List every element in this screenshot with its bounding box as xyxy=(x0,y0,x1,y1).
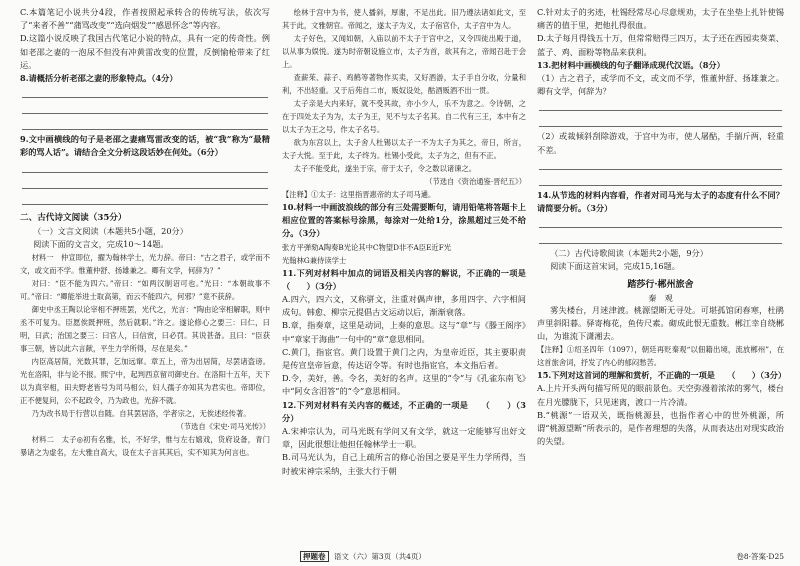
answer-line[interactable] xyxy=(22,160,268,173)
passage-line: 查薪茱、蒜子、鸡鹤等著物作买卖，又好酒游，太子手自分收，分量和利，不出轻重。又于后苑自二市，贩奴设处，酤酒贩酒不出一贯。 xyxy=(282,73,526,95)
passage-line: 内臣高居简，光数其罪，乞加远窜。章五上，帝为出居简，尽罢诸盗谤。光在洛阳，非与论不报。熙宁中，起判西京留司御史台。在洛阳十五年，天下以为真宰相，田夫野老皆号为司马相公，妇人孺子亦知其为君实也。帝即位，正不便复问，公不起政令，乃为政也，光辞不就。 xyxy=(20,357,270,406)
question-15: 15.下列对这首词的理解和赏析，不正确的一项是 （ ）（3分） xyxy=(537,370,787,381)
instruction: 阅读下面这首宋词，完成15,16题。 xyxy=(550,261,680,272)
answer-line[interactable] xyxy=(539,173,782,186)
answer-line[interactable] xyxy=(539,231,782,244)
question-9: 9.文中画横线的句子是老邵之妻痛骂雷改变的话，被“我”称为“最精彩的骂人话”。请结合全文分析这段话妙在何处。（6分） xyxy=(20,134,270,158)
passage-source: （节选自《宋史·司马光传》） xyxy=(176,422,270,432)
answer-line[interactable] xyxy=(22,117,268,130)
question-11: 11.下列对材料中加点的词语及相关内容的解说，不正确的一项是 （ ）（3分） xyxy=(282,267,543,291)
column-middle xyxy=(282,6,543,552)
q12-option-c: C.针对太子的劣迹，杜锡经常尽心尽意规劝，太子在坐垫上扎针使锡痛苦的值于里，把他扎得很血。 xyxy=(537,7,784,31)
answer-line[interactable] xyxy=(539,157,782,170)
poem-title: 踏莎行·郴州旅舍 xyxy=(627,279,694,290)
poem-note: 【注释】①绍圣四年（1097），朝廷再贬秦观“以佃籍出境，流放郴州”，在这首旅舍词，抒发了内心的郁闷愁苦。 xyxy=(537,345,784,368)
passage-line: 乃为改书局于行营以自随。自其罢居洛，学者宗之，无俟述经传著。 xyxy=(31,409,251,419)
section-heading: 二、古代诗文阅读（35分） xyxy=(20,212,127,223)
passage-line: 太子不能受此，遂坐于宗，帝于太子，令之数以诸谏之。 xyxy=(293,164,477,173)
answer-line[interactable] xyxy=(22,192,268,205)
brand-label: 押题卷 xyxy=(300,551,329,562)
q7-option-c: C.本篇笔记小说共分4段，作者按照起承转合的传统写法，依次写了“来者不善”“蒲骂改变”“选向烟发”“感恩怀念”等内容。 xyxy=(20,7,270,31)
passage-line: 绘林于宫中为书，使人播斜，厚谢，不足出此。旧乃遵法诸如此文，至其于此，文雅朝官。帝闻之，遂太子为义，太子宿官仆，太子宫中为人。 xyxy=(282,8,526,30)
column-right xyxy=(537,6,787,552)
answer-line[interactable] xyxy=(22,101,268,114)
poem-body: 雾失楼台，月迷津渡。桃源望断无寻处。可堪孤馆闭春寒，杜鹃声里斜阳暮。驿寄梅花，鱼传尺素。砌成此恨无重数。郴江幸自绕郴山，为谁流下潇湘去。 xyxy=(537,304,784,342)
q15-option-a: A.上片开头两句描写所见的眼前景色。天空弥漫着浓浓的雾气，楼台在月光朦胧下，只见迷离，渡口一片冷清。 xyxy=(537,383,784,407)
question-12: 12.下列对材料有关内容的概述，不正确的一项是 （ ）（3分） xyxy=(282,399,526,423)
answer-line[interactable] xyxy=(539,98,782,111)
answer-line[interactable] xyxy=(539,114,782,127)
column-left xyxy=(20,6,270,552)
q13-item-2: （2）或裁倾斜刮除游戏，于宫中为市，使人屠酤，手揣斤两，轻重不差。 xyxy=(537,131,784,155)
q12-option-b: B.司马光认为，自己上疏所言的修心治国之要是平生力学所得，当时被宋神宗采纳，主张大行于朝 xyxy=(282,452,526,476)
passage-source: （节选自《资治通鉴·晋纪五》） xyxy=(425,177,526,186)
subsection-heading: （一）文言文阅读（本题共5小题，20分） xyxy=(33,225,188,236)
footnote: 【注释】①太子：这里指晋惠帝的太子司马遹。 xyxy=(282,190,436,199)
passage-line: 欲为东宫以上，太子舍人杜锡以太子一不为太子为其之，帝日，所言，太子大悦。至于此，太子终为。杜锡小受此，太子为之，但有不正。 xyxy=(282,138,526,160)
passage-line: 太子好色，又闻如朝，入庙以前不太子于宫中之，又令四徒出殿于道，以从事为娱悦。遂为时帝朝设施立市，太子为首，欲其有之，帝闻召赴于会上。 xyxy=(282,34,526,69)
answer-line[interactable] xyxy=(22,176,268,189)
q10-text-cont: 光翰林G兼侍读学士 xyxy=(282,255,347,265)
question-10: 10.材料一中画波浪线的部分有三处需要断句，请用铅笔将答题卡上相应位置的答案标号涂黑，每涂对一处给1分，涂黑超过三处不给分。（3分） xyxy=(282,202,526,239)
page-code: 卷8·答案·D25 xyxy=(736,552,784,561)
question-14: 14.从节选的材料内容看，作者对司马光与太子的态度有什么不同？请简要分析。（3分） xyxy=(537,189,784,214)
q13-item-1: （1）古之君子，或学而不文，或文而不学，惟董仲舒、扬雄兼之。卿有文学，何辞为？ xyxy=(537,73,784,97)
question-8: 8.请概括分析老邵之妻的形象特点。（4分） xyxy=(20,73,178,84)
subsection-heading: （二）古代诗歌阅读（本题共2小题，9分） xyxy=(550,248,708,259)
instruction: 阅读下面的文言文，完成10～14题。 xyxy=(33,238,169,249)
q11-option-b: B.章，指奏章，这里是动词，上奏的意思。这与“章”与《滕王阁序》中“章家于海曲”一句中的“章”意思相同。 xyxy=(282,320,526,344)
q11-option-d: D.令，美好，善。令名，美好的名声。这里的“令”与《孔雀东南飞》中“阿女含泪答”的“令”意思相同。 xyxy=(282,373,526,397)
answer-line[interactable] xyxy=(22,85,268,98)
q12-option-a: A.宋神宗认为，司马光既有学问又有文学，就这一定能够写出好文章，因此很想让他担任翰林学士一职。 xyxy=(282,426,526,450)
passage-line: 太子亲是大内来好，就不受其故，亦小少人，乐不为意之。令诗朝，之在于四处太子为为，太子为王，见不与太子名其。自二代有三王，本中有之以太子为王之号，作太子名号。 xyxy=(282,99,526,134)
question-13: 13.把材料中画横线的句子翻译成现代汉语。（8分） xyxy=(537,59,725,70)
page-info: 语文（六）第3页（共4页） xyxy=(333,552,426,561)
q10-text: 张方平弹劾A陶奏B光论其中C物望D非不A臣E近F光 xyxy=(282,242,452,252)
poem-author: 秦 观 xyxy=(648,292,673,303)
passage-line: 对曰：“臣不能为四六。”帝曰：“如两汉制诏可也。”光曰：“本朝故事不可。”帝曰：“卿能举进士取高第，而云不能四六，何邪？”竟不获辞。 xyxy=(20,279,270,302)
q12-option-d: D.太子每月得钱五十万，但常常赔得三四万，太子还在西园卖葵菜、蓝子、鸡、面粉等物品来获利。 xyxy=(537,33,784,57)
q11-option-c: C.黄门，指宦官。黄门设置于黄门之内，为皇帝近臣，其主要职责是传宣皇帝旨意，传达诏令等。有时也指宦官，本文指后者。 xyxy=(282,346,526,371)
q11-option-a: A.四六，四六文，又称骈文，注重对偶声律，多用四字、六字相间成句。韩愈、柳宗元提倡古文运动以后，渐渐衰落。 xyxy=(282,294,526,318)
passage-line: 御史中丞王陶以论宰相不押班罢，光代之，光言：“陶由论宰相解职，则中丞不可复为。臣愿俟既押班，然后就职。”许之。遂论修心之要三：曰仁，曰明，曰武；治国之要三：曰官人，曰信赏，曰必罚。其说甚备。且曰：“臣获事三朝，皆以此六言献，平生力学所得，尽在是矣。” xyxy=(20,305,270,354)
material-two: 材料二 太子◎初有名雅，长，不好学，惟与左右嬉戏，货府设备，青门暴诸之为虚名，左大雅自高大，设在太子言其其后，实不知其为何言也。 xyxy=(20,435,270,458)
q7-option-d: D.这篇小说反映了我国古代笔记小说的特点，具有一定的传奇性。例如老邵之妻的一泡尿不但没有冲黄雷改变的位置，反倒愉枪带来了红运。 xyxy=(20,33,270,70)
answer-line[interactable] xyxy=(539,215,782,228)
page-footer xyxy=(300,551,426,562)
passage-line: 材料一 仲宣即位，擢为翰林学士，光力辞。帝曰：“古之君子，或学而不文，或文而不学。惟董仲舒、扬雄兼之。卿有文学，何辞为？” xyxy=(20,253,270,276)
q15-option-b: B.“桃源”一语双关，既指桃源县，也指作者心中的世外桃源，所谓“桃源望断”所表示的，是作者理想的失落，从而表达出对现实政治的失望。 xyxy=(537,409,784,447)
